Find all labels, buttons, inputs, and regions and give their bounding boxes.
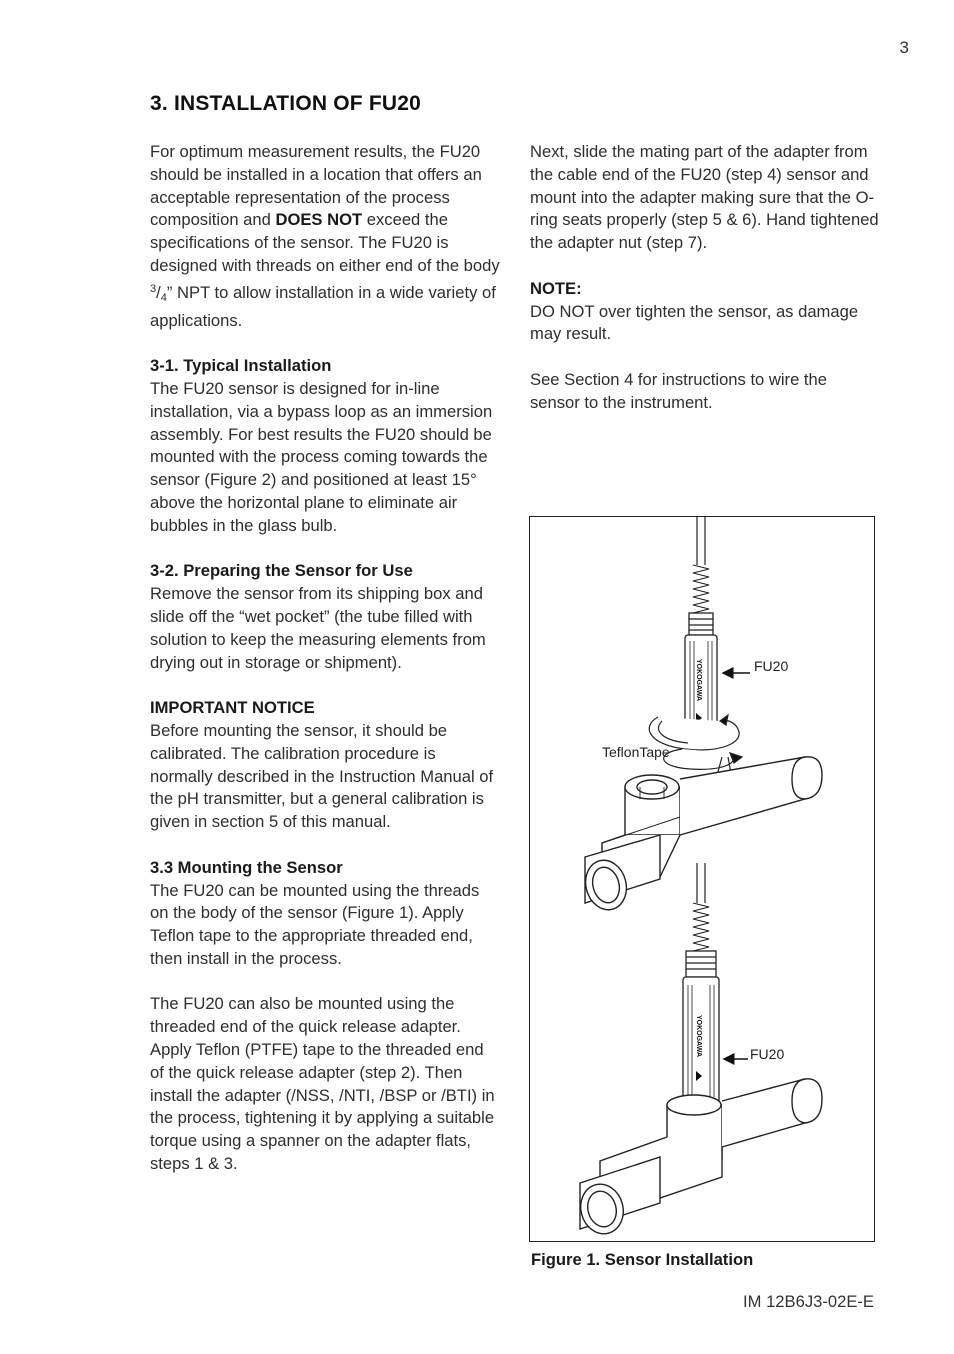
left-column bbox=[150, 141, 500, 1199]
section-important-notice bbox=[150, 697, 500, 834]
section-heading: 3. INSTALLATION OF FU20 bbox=[150, 92, 421, 115]
intro-bold-text: DOES NOT bbox=[275, 210, 363, 230]
subheading-mounting-sensor: 3.3 Mounting the Sensor bbox=[150, 857, 343, 877]
section-mounting-sensor bbox=[150, 857, 500, 971]
subheading-typical-installation: 3-1. Typical Installation bbox=[150, 356, 332, 376]
document-id: IM 12B6J3-02E-E bbox=[743, 1292, 874, 1311]
intro-text-c: ” NPT to allow installation in a wide variety of applications. bbox=[150, 282, 496, 330]
figure-sensor-installation bbox=[529, 516, 875, 1242]
intro-text-b: exceed the specifications of the sensor. The FU20 is designed with threads on either end of the body bbox=[150, 210, 500, 275]
bottom-cable bbox=[697, 863, 705, 903]
section-preparing-sensor bbox=[150, 560, 500, 674]
installation-drawing bbox=[530, 517, 876, 1243]
typical-installation-body: The FU20 sensor is designed for in-line installation, via a bypass loop as an immersion assembly. For best results the FU20 should be mounted with the process coming towards the sensor (Figure 2) and positioned at least 15° above the horizontal plane to eliminate air bubbles in the glass bulb. bbox=[150, 378, 493, 535]
note-heading: NOTE: bbox=[530, 278, 582, 298]
preparing-sensor-body: Remove the sensor from its shipping box and slide off the “wet pocket” (the tube filled with solution to keep the measuring elements from drying out in storage or shipment). bbox=[150, 584, 486, 672]
subheading-important-notice: IMPORTANT NOTICE bbox=[150, 698, 315, 718]
top-cable bbox=[697, 517, 705, 565]
top-brand-text: YOKOGAWA bbox=[695, 659, 702, 702]
top-cable-spring bbox=[693, 565, 709, 613]
figure-caption: Figure 1. Sensor Installation bbox=[531, 1250, 754, 1269]
fraction-three-quarters bbox=[150, 283, 167, 302]
intro-paragraph bbox=[150, 141, 500, 332]
label-teflon-tape: TeflonTape bbox=[602, 744, 670, 760]
subheading-preparing-sensor: 3-2. Preparing the Sensor for Use bbox=[150, 561, 413, 581]
label-fu20-bottom: FU20 bbox=[750, 1046, 785, 1062]
mounting-sensor-body-1: The FU20 can be mounted using the threads on the body of the sensor (Figure 1). Apply Teflon tape to the appropriate threaded end, then install in the process. bbox=[150, 880, 480, 968]
note-block bbox=[530, 278, 880, 346]
intro-text-a: For optimum measurement results, the FU20 should be installed in a location that offers an acceptable representation of the process composition and bbox=[150, 142, 482, 230]
fraction-slash: / bbox=[156, 282, 161, 302]
section-typical-installation bbox=[150, 355, 500, 537]
bottom-sensor-body bbox=[683, 951, 719, 1105]
fraction-denominator: 4 bbox=[160, 291, 167, 304]
important-notice-body: Before mounting the sensor, it should be calibrated. The calibration procedure is normally described in the Instruction Manual of the pH transmitter, but a general calibration is given in section 5 of this manual. bbox=[150, 720, 494, 832]
label-fu20-top: FU20 bbox=[754, 658, 789, 674]
right-column bbox=[530, 141, 880, 437]
adapter-paragraph: Next, slide the mating part of the adapter from the cable end of the FU20 (step 4) sensor and mount into the adapter making sure that the O-ring seats properly (step 5 & 6). Hand tightened the adapter nut (step 7). bbox=[530, 142, 879, 253]
page-number: 3 bbox=[899, 38, 909, 57]
note-body: DO NOT over tighten the sensor, as damage may result. bbox=[530, 301, 859, 344]
bottom-brand-text: YOKOGAWA bbox=[695, 1015, 702, 1058]
bottom-cable-spring bbox=[693, 903, 709, 951]
fraction-numerator: 3 bbox=[150, 282, 157, 295]
wiring-reference-paragraph: See Section 4 for instructions to wire the sensor to the instrument. bbox=[530, 369, 827, 412]
mounting-sensor-paragraph-2: The FU20 can also be mounted using the threaded end of the quick release adapter. Apply Teflon (PTFE) tape to the threaded end of the quick release adapter (step 2). Then install the adapter (/NSS, /NTI, /BSP or /BTI) in the process, tightening it by applying a suitable torque using a spanner on the adapter flats, steps 1 & 3. bbox=[150, 994, 495, 1174]
top-pipe-inlet bbox=[580, 835, 660, 914]
